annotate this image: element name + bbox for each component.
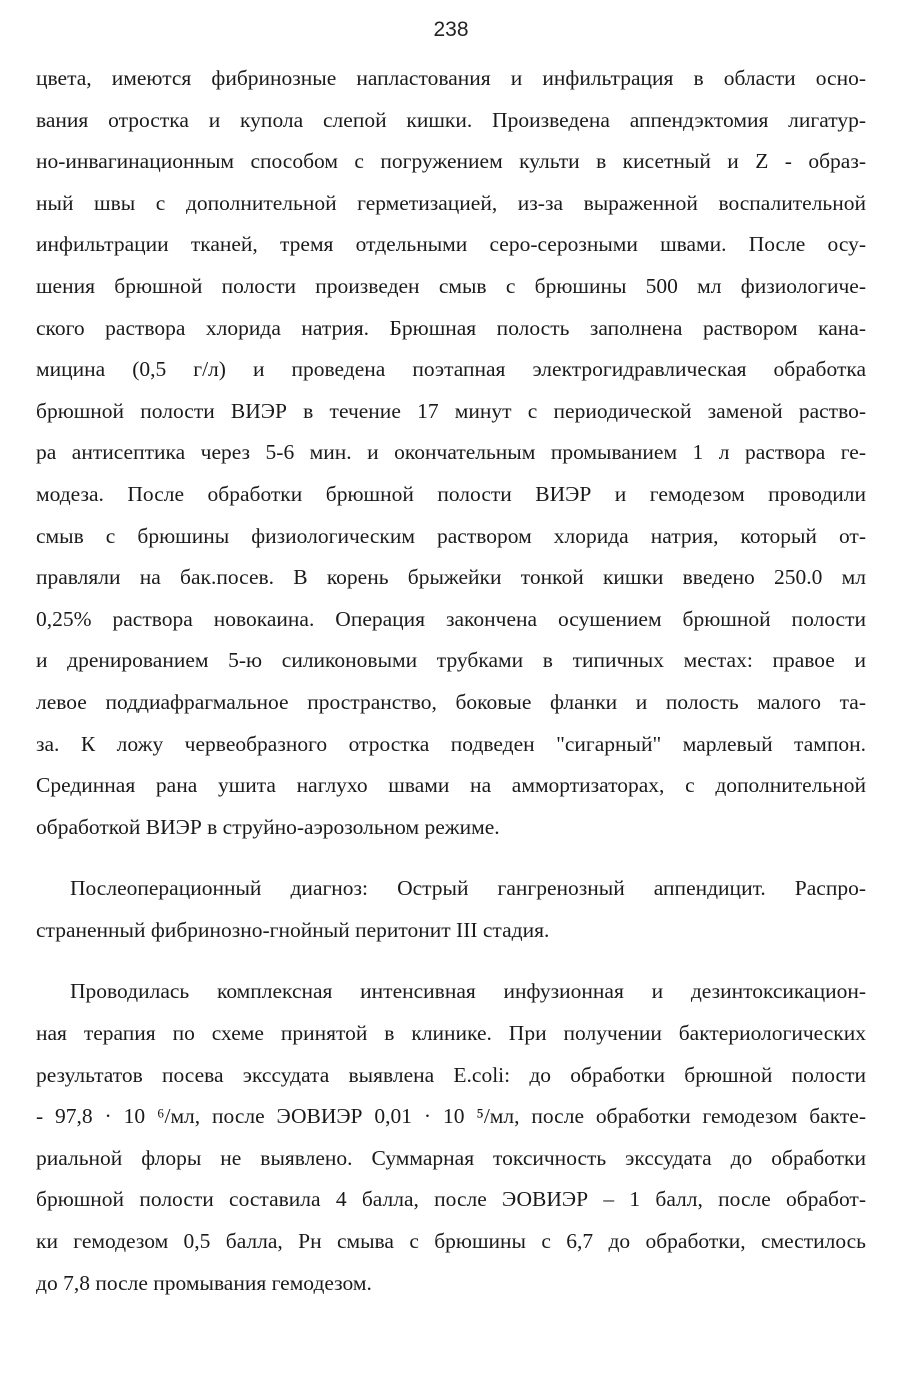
text-line: ского раствора хлорида натрия. Брюшная полость заполнена раствором кана-	[36, 315, 866, 340]
text-line: ки гемодезом 0,5 балла, Рн смыва с брюшины с 6,7 до обработки, сместилось	[36, 1229, 866, 1254]
paragraph-therapy	[36, 971, 866, 1304]
paragraph-gap	[36, 951, 866, 971]
text-line: шения брюшной полости произведен смыв с брюшины 500 мл физиологиче-	[36, 273, 866, 298]
text-line: Проводилась комплексная интенсивная инфузионная и дезинтоксикацион-	[70, 979, 866, 1004]
paragraph-gap	[36, 848, 866, 868]
text-line: Послеоперационный диагноз: Острый гангренозный аппендицит. Распро-	[70, 876, 866, 901]
text-line: ра антисептика через 5-6 мин. и окончательным промыванием 1 л раствора ге-	[36, 440, 866, 465]
text-line: за. К ложу червеобразного отростка подведен "сигарный" марлевый тампон.	[36, 731, 866, 756]
text-line: но-инвагинационным способом с погружением культи в кисетный и Z - образ-	[36, 149, 866, 174]
text-line: смыв с брюшины физиологическим раствором хлорида натрия, который от-	[36, 523, 866, 548]
text-line: Срединная рана ушита наглухо швами на аммортизаторах, с дополнительной	[36, 773, 866, 798]
text-line: до 7,8 после промывания гемодезом.	[36, 1270, 372, 1295]
text-line: правляли на бак.посев. В корень брыжейки тонкой кишки введено 250.0 мл	[36, 565, 866, 590]
text-line: и дренированием 5-ю силиконовыми трубками в типичных местах: правое и	[36, 648, 866, 673]
text-line: результатов посева экссудата выявлена E.coli: до обработки брюшной полости	[36, 1062, 866, 1087]
text-line: брюшной полости составила 4 балла, после ЭОВИЭР – 1 балл, после обработ-	[36, 1187, 866, 1212]
text-line: обработкой ВИЭР в струйно-аэрозольном режиме.	[36, 814, 500, 839]
text-line: 0,25% раствора новокаина. Операция закончена осушением брюшной полости	[36, 606, 866, 631]
text-line: страненный фибринозно-гнойный перитонит III стадия.	[36, 917, 550, 942]
text-line: риальной флоры не выявлено. Суммарная токсичность экссудата до обработки	[36, 1145, 866, 1170]
text-line: брюшной полости ВИЭР в течение 17 минут с периодической заменой раство-	[36, 398, 866, 423]
text-line: вания отростка и купола слепой кишки. Произведена аппендэктомия лигатур-	[36, 107, 866, 132]
paragraph-diagnosis	[36, 868, 866, 951]
text-line: ный швы с дополнительной герметизацией, из-за выраженной воспалительной	[36, 190, 866, 215]
text-line: левое поддиафрагмальное пространство, боковые фланки и полость малого та-	[36, 689, 866, 714]
page-number: 238	[433, 18, 469, 41]
text-line: - 97,8 · 10 ⁶/мл, после ЭОВИЭР 0,01 · 10 ⁵/мл, после обработки гемодезом бакте-	[36, 1104, 866, 1129]
text-line: ная терапия по схеме принятой в клинике. При получении бактериологических	[36, 1021, 866, 1046]
text-line: цвета, имеются фибринозные напластования и инфильтрация в области осно-	[36, 66, 866, 90]
body-text	[36, 58, 866, 1304]
text-line: мицина (0,5 г/л) и проведена поэтапная электрогидравлическая обработка	[36, 357, 866, 382]
text-line: инфильтрации тканей, тремя отдельными серо-серозными швами. После осу-	[36, 232, 866, 257]
text-line: модеза. После обработки брюшной полости ВИЭР и гемодезом проводили	[36, 481, 866, 506]
paragraph-operation	[36, 58, 866, 848]
